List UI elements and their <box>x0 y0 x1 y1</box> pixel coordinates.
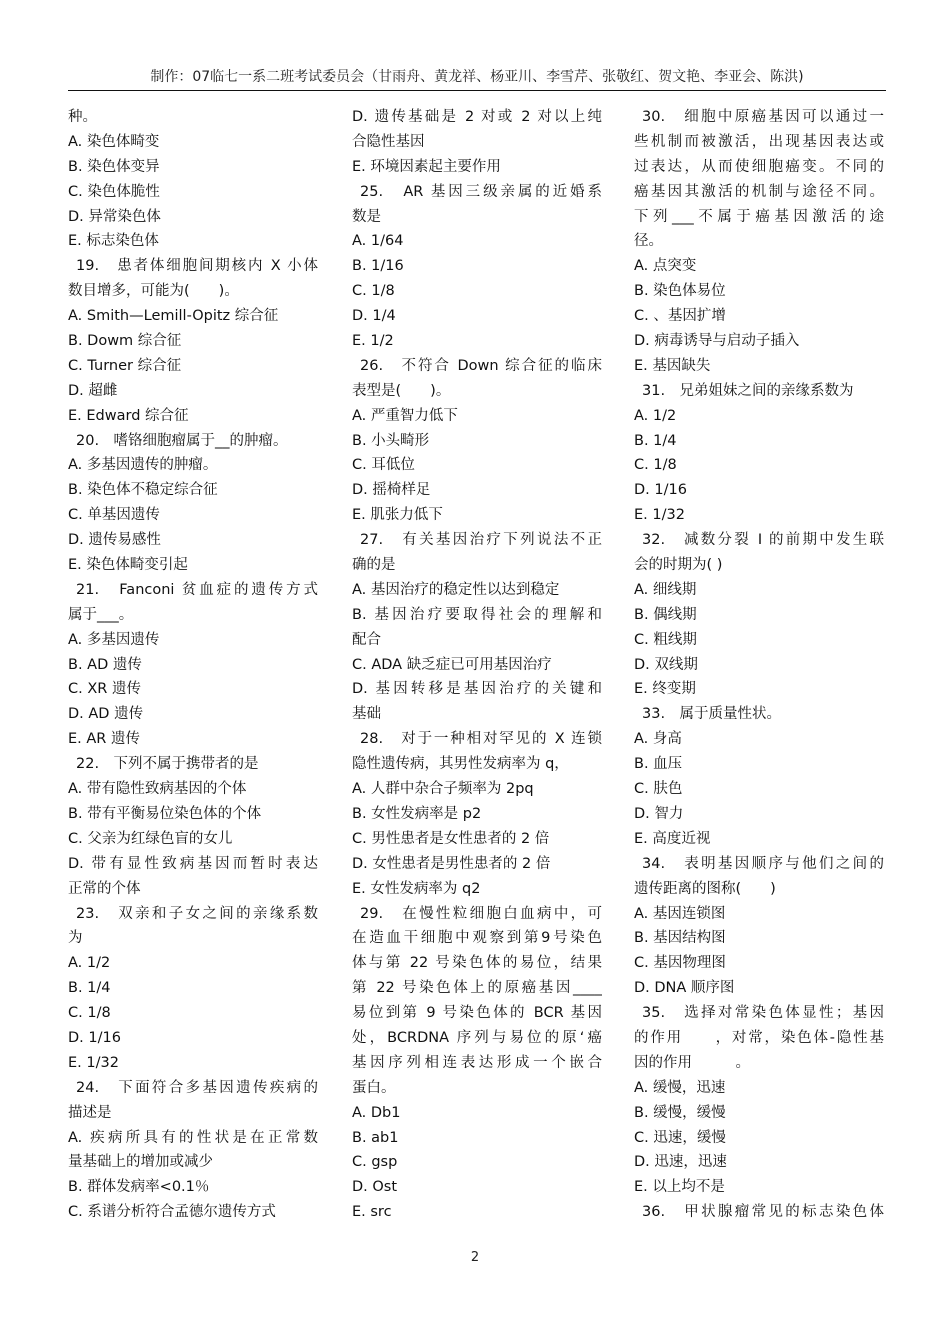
text-line: A. 染色体畸变 <box>68 133 160 150</box>
text-line: B. 基因治疗要取得社会的理解和 <box>352 606 602 623</box>
text-line: A. 细线期 <box>634 581 697 598</box>
question-line: 30. 细胞中原癌基因可以通过一 <box>642 109 884 125</box>
text-line: E. 1/32 <box>634 507 685 524</box>
text-line: B. ab1 <box>352 1129 399 1146</box>
text-line: C. 基因物理图 <box>634 955 726 972</box>
text-line: B. 基因结构图 <box>634 930 726 947</box>
text-line: 隐性遗传病，其男性发病率为 q， <box>352 756 569 773</box>
question-line: 35. 选择对常染色体显性；基因 <box>642 1005 884 1022</box>
question-line: 22. 下列不属于携带者的是 <box>76 756 259 773</box>
text-line: D. Ost <box>352 1179 398 1196</box>
text-line: C. gsp <box>352 1154 398 1171</box>
text-line: C. 男性患者是女性患者的 2 倍 <box>352 830 550 847</box>
text-line: 在造血干细胞中观察到第9号染色 <box>352 930 602 947</box>
text-line: D. 基因转移是基因治疗的关键和 <box>352 681 602 698</box>
question-line: 32. 减数分裂 I 的前期中发生联 <box>642 532 884 549</box>
text-column-2 <box>352 105 602 1225</box>
text-line: 数是 <box>352 208 381 225</box>
text-line: E. 1/32 <box>68 1054 119 1071</box>
question-line: 28. 对于一种相对罕见的 X 连锁 <box>360 731 602 748</box>
text-line: D. 女性患者是男性患者的 2 倍 <box>352 855 551 872</box>
text-line: 确的是 <box>352 557 396 574</box>
text-line: E. 标志染色体 <box>68 233 159 250</box>
text-line: 表型是( )。 <box>352 382 451 399</box>
text-line: A. 1/64 <box>352 233 404 250</box>
text-line: E. AR 遗传 <box>68 731 140 748</box>
question-line: 19. 患者体细胞间期核内 X 小体 <box>76 258 318 275</box>
text-line: D. AD 遗传 <box>68 706 144 723</box>
text-line: E. 女性发病率为 q2 <box>352 880 481 897</box>
text-line: C. 耳低位 <box>352 457 415 474</box>
page-number: 2 <box>470 1250 480 1265</box>
text-line: D. 智力 <box>634 805 684 822</box>
question-line: 31. 兄弟姐妹之间的亲缘系数为 <box>642 382 854 399</box>
question-line: 25. AR 基因三级亲属的近婚系 <box>360 183 602 200</box>
text-line: C. 系谱分析符合孟德尔遗传方式 <box>68 1204 276 1221</box>
text-line: 属于___。 <box>68 606 134 623</box>
text-line: E. 肌张力低下 <box>352 507 443 524</box>
text-line: D. 迅速，迅速 <box>634 1154 727 1171</box>
text-column-1 <box>68 105 318 1225</box>
text-line: B. 偶线期 <box>634 606 697 623</box>
text-line: E. Edward 综合征 <box>68 407 189 424</box>
text-line: E. 染色体畸变引起 <box>68 557 188 574</box>
text-line: D. 异常染色体 <box>68 208 161 225</box>
text-line: C. 1/8 <box>634 457 677 474</box>
text-line: A. 带有隐性致病基因的个体 <box>68 781 247 798</box>
text-line: 为 <box>68 930 83 947</box>
text-line: B. 带有平衡易位染色体的个体 <box>68 805 262 822</box>
text-line: 种。 <box>68 109 97 125</box>
text-line: B. 群体发病率<0.1％ <box>68 1179 210 1196</box>
text-column-3 <box>634 105 884 1225</box>
text-line: 量基础上的增加或减少 <box>68 1154 213 1171</box>
question-line: 36. 甲状腺瘤常见的标志染色体 <box>642 1204 884 1221</box>
text-line: 径。 <box>634 233 663 250</box>
text-line: A. 1/2 <box>634 407 677 424</box>
text-line: 合隐性基因 <box>352 133 425 150</box>
text-line: 描述是 <box>68 1104 112 1121</box>
text-line: C. ADA 缺乏症已可用基因治疗 <box>352 656 552 673</box>
text-line: B. 染色体易位 <box>634 283 726 300</box>
text-line: C. 、基因扩增 <box>634 308 726 325</box>
text-line: C. 迅速，缓慢 <box>634 1129 726 1146</box>
text-line: A. Smith—Lemill-Opitz 综合征 <box>68 308 279 325</box>
text-line: D. 病毒诱导与启动子插入 <box>634 333 800 350</box>
text-line: E. 终变期 <box>634 681 696 698</box>
text-line: D. 遗传基础是 2 对或 2 对以上纯 <box>352 109 602 125</box>
text-line: E. src <box>352 1204 392 1221</box>
text-line: B. AD 遗传 <box>68 656 142 673</box>
text-line: C. XR 遗传 <box>68 681 141 698</box>
text-line: A. 基因连锁图 <box>634 905 726 922</box>
question-line: 26. 不符合 Down 综合征的临床 <box>360 357 602 374</box>
text-line: 处，BCRDNA 序列与易位的原‘癌 <box>352 1029 602 1046</box>
question-line: 21. Fanconi 贫血症的遗传方式 <box>76 581 318 598</box>
text-line: 下列___不属于癌基因激活的途 <box>634 208 884 225</box>
question-line: 34. 表明基因顺序与他们之间的 <box>642 855 884 872</box>
text-line: C. 粗线期 <box>634 631 697 648</box>
text-line: 过表达，从而使细胞癌变。不同的 <box>634 158 884 175</box>
text-line: 会的时期为( ) <box>634 557 723 574</box>
text-line: B. 染色体不稳定综合征 <box>68 482 218 499</box>
text-line: D. 1/16 <box>68 1029 121 1046</box>
text-line: D. 摇椅样足 <box>352 482 431 499</box>
question-line: 33. 属于质量性状。 <box>642 706 782 723</box>
text-line: A. Db1 <box>352 1104 401 1121</box>
text-line: B. 1/4 <box>68 980 111 997</box>
text-line: B. Dowm 综合征 <box>68 333 182 350</box>
text-line: C. 染色体脆性 <box>68 183 160 200</box>
question-line: 24. 下面符合多基因遗传疾病的 <box>76 1079 318 1096</box>
question-line: 20. 嗜铬细胞瘤属于__的肿瘤。 <box>76 432 288 449</box>
text-line: C. 肤色 <box>634 781 683 798</box>
text-line: A. 多基因遗传 <box>68 631 160 648</box>
text-line: E. 环境因素起主要作用 <box>352 158 501 175</box>
text-line: 些机制而被激活，出现基因表达或 <box>634 133 884 150</box>
text-line: B. 1/4 <box>634 432 677 449</box>
text-line: 因的作用 。 <box>634 1054 750 1071</box>
text-line: 配合 <box>352 631 381 648</box>
text-line: B. 女性发病率是 p2 <box>352 805 482 822</box>
text-line: 数目增多，可能为( )。 <box>68 283 239 300</box>
text-line: B. 血压 <box>634 756 683 773</box>
text-line: D. 1/4 <box>352 308 396 325</box>
text-line: C. 单基因遗传 <box>68 507 160 524</box>
text-line: E. 高度近视 <box>634 830 711 847</box>
text-line: A. 身高 <box>634 731 682 748</box>
text-line: C. 父亲为红绿色盲的女儿 <box>68 830 233 847</box>
text-line: 正常的个体 <box>68 880 141 897</box>
text-line: A. 多基因遗传的肿瘤。 <box>68 457 218 474</box>
text-line: D. DNA 顺序图 <box>634 980 735 997</box>
text-line: A. 点突变 <box>634 258 697 275</box>
header-divider <box>68 90 886 91</box>
text-line: A. 1/2 <box>68 955 111 972</box>
text-line: D. 带有显性致病基因而暂时表达 <box>68 855 318 872</box>
question-line: 29. 在慢性粒细胞白血病中，可 <box>360 905 602 922</box>
text-line: 的作用 ，对常，染色体-隐性基 <box>634 1029 884 1046</box>
text-line: B. 染色体变异 <box>68 158 160 175</box>
text-line: B. 缓慢，缓慢 <box>634 1104 726 1121</box>
text-line: A. 缓慢，迅速 <box>634 1079 726 1096</box>
text-line: A. 疾病所具有的性状是在正常数 <box>68 1129 318 1146</box>
text-line: A. 严重智力低下 <box>352 407 458 424</box>
text-line: 遗传距离的图称( ) <box>634 880 776 897</box>
text-line: 易位到第 9 号染色体的 BCR 基因 <box>352 1005 602 1022</box>
text-line: 蛋白。 <box>352 1079 396 1096</box>
text-line: C. 1/8 <box>68 1005 111 1022</box>
text-line: B. 小头畸形 <box>352 432 430 449</box>
text-line: E. 以上均不是 <box>634 1179 725 1196</box>
page-header: 制作：07临七一系二班考试委员会（甘雨舟、黄龙祥、杨亚川、李雪芹、张敬红、贺文艳、李亚会、陈洪) <box>150 69 804 85</box>
text-line: 基础 <box>352 706 381 723</box>
question-line: 23. 双亲和子女之间的亲缘系数 <box>76 905 318 922</box>
text-line: C. Turner 综合征 <box>68 357 182 374</box>
text-line: A. 基因治疗的稳定性以达到稳定 <box>352 581 560 598</box>
text-line: D. 1/16 <box>634 482 687 499</box>
question-line: 27. 有关基因治疗下列说法不正 <box>360 532 602 549</box>
text-line: E. 1/2 <box>352 333 394 350</box>
text-line: C. 1/8 <box>352 283 395 300</box>
text-line: 体与第 22 号染色体的易位，结果 <box>352 955 602 972</box>
text-line: E. 基因缺失 <box>634 357 711 374</box>
text-line: A. 人群中杂合子频率为 2pq <box>352 781 534 798</box>
text-line: B. 1/16 <box>352 258 404 275</box>
text-line: D. 双线期 <box>634 656 698 673</box>
text-line: D. 超雌 <box>68 382 118 399</box>
text-line: 第 22 号染色体上的原癌基因____ <box>352 980 602 997</box>
text-line: D. 遗传易感性 <box>68 532 161 549</box>
text-line: 基因序列相连表达形成一个嵌合 <box>352 1054 602 1071</box>
text-line: 癌基因其激活的机制与途径不同。 <box>634 183 884 200</box>
